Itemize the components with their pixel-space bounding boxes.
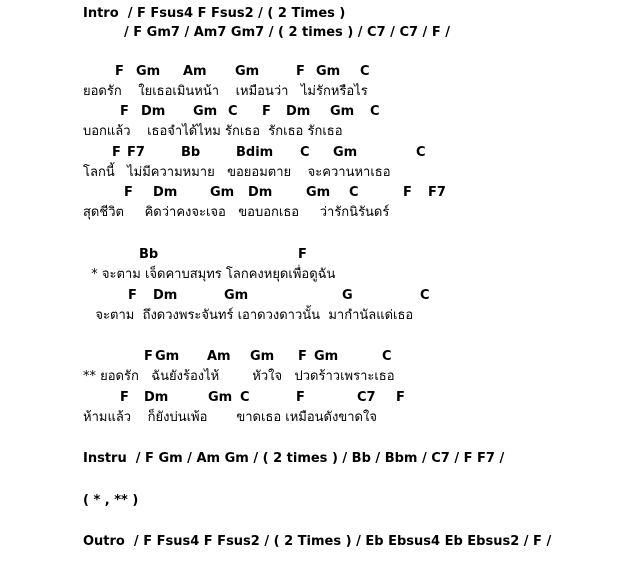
chord: F xyxy=(262,104,271,119)
chord: F xyxy=(120,104,129,119)
intro-line-1: Intro / F Fsus4 F Fsus2 / ( 2 Times ) xyxy=(83,6,346,21)
chord: F xyxy=(115,64,124,79)
chord: C xyxy=(360,64,370,79)
chord: F xyxy=(120,390,129,405)
chord: Dm xyxy=(153,185,178,200)
chord: C xyxy=(240,390,250,405)
chord: Gm xyxy=(306,185,331,200)
chord: Dm xyxy=(248,185,273,200)
chord: Am xyxy=(207,349,231,364)
chord: F xyxy=(298,349,307,364)
chord: Bdim xyxy=(236,145,274,160)
chord: Gm xyxy=(330,104,355,119)
chord: C7 xyxy=(357,390,376,405)
chord: Gm xyxy=(316,64,341,79)
chord: G xyxy=(342,288,353,303)
chord: F xyxy=(296,64,305,79)
lyric-line: บอกแล้ว เธอจำได้ไหม รักเธอ รักเธอ รักเธอ xyxy=(83,124,343,139)
chord: Gm xyxy=(250,349,275,364)
chord: C xyxy=(382,349,392,364)
chord: Gm xyxy=(193,104,218,119)
chord: C xyxy=(416,145,426,160)
chord: C xyxy=(420,288,430,303)
chord: C xyxy=(228,104,238,119)
chord: Dm xyxy=(153,288,178,303)
chord: F xyxy=(396,390,405,405)
lyric-line: ห้ามแล้ว ก็ยังบ่นเพ้อ ขาดเธอ เหมือนดังขาดใจ xyxy=(83,410,377,425)
lyric-line: ** ยอดรัก ฉันยังร้องไห้ หัวใจ ปวดร้าวเพราะเธอ xyxy=(83,369,395,384)
chord: Dm xyxy=(286,104,311,119)
chord: Gm xyxy=(136,64,161,79)
lyric-line: * จะตาม เจ็ดคาบสมุทร โลกคงหยุดเพื่อดูฉัน xyxy=(83,267,336,282)
chord: Gm xyxy=(224,288,249,303)
lyric-line: ยอดรัก ใยเธอเมินหน้า เหมือนว่า ไม่รักหรือไร xyxy=(83,84,368,99)
chord: C xyxy=(300,145,310,160)
chord: Gm xyxy=(208,390,233,405)
chord: F xyxy=(403,185,412,200)
chord: Gm xyxy=(235,64,260,79)
instru-line: Instru / F Gm / Am Gm / ( 2 times ) / Bb / Bbm / C7 / F F7 / xyxy=(83,451,505,466)
repeat-marker: ( * , ** ) xyxy=(83,493,139,508)
chord: F xyxy=(124,185,133,200)
lyric-line: โลกนี้ ไม่มีความหมาย ขอยอมตาย จะควานหาเธอ xyxy=(83,165,391,180)
chord: F7 xyxy=(428,185,446,200)
chord: F xyxy=(144,349,153,364)
outro-line: Outro / F Fsus4 F Fsus2 / ( 2 Times ) / Eb Ebsus4 Eb Ebsus2 / F / xyxy=(83,534,552,549)
chord: C xyxy=(370,104,380,119)
chord: Gm xyxy=(333,145,358,160)
chord: Dm xyxy=(141,104,166,119)
lyric-line: จะตาม ถึงดวงพระจันทร์ เอาดวงดาวนั้น มากำนัลแด่เธอ xyxy=(83,308,414,323)
chord: Bb xyxy=(139,247,159,262)
chord: Gm xyxy=(314,349,339,364)
chord: F xyxy=(296,390,305,405)
chord: Bb xyxy=(181,145,201,160)
chord: Gm xyxy=(155,349,180,364)
chord: Dm xyxy=(144,390,169,405)
chord: Am xyxy=(183,64,207,79)
intro-line-2: / F Gm7 / Am7 Gm7 / ( 2 times ) / C7 / C7 / F / xyxy=(124,25,450,40)
chord: C xyxy=(349,185,359,200)
chord: F xyxy=(128,288,137,303)
chord: F xyxy=(112,145,121,160)
chord: F xyxy=(298,247,307,262)
chord: Gm xyxy=(210,185,235,200)
lyric-line: สุดชีวิต คิดว่าคงจะเจอ ขอบอกเธอ ว่ารักนิรันดร์ xyxy=(83,205,390,220)
chord: F7 xyxy=(127,145,145,160)
